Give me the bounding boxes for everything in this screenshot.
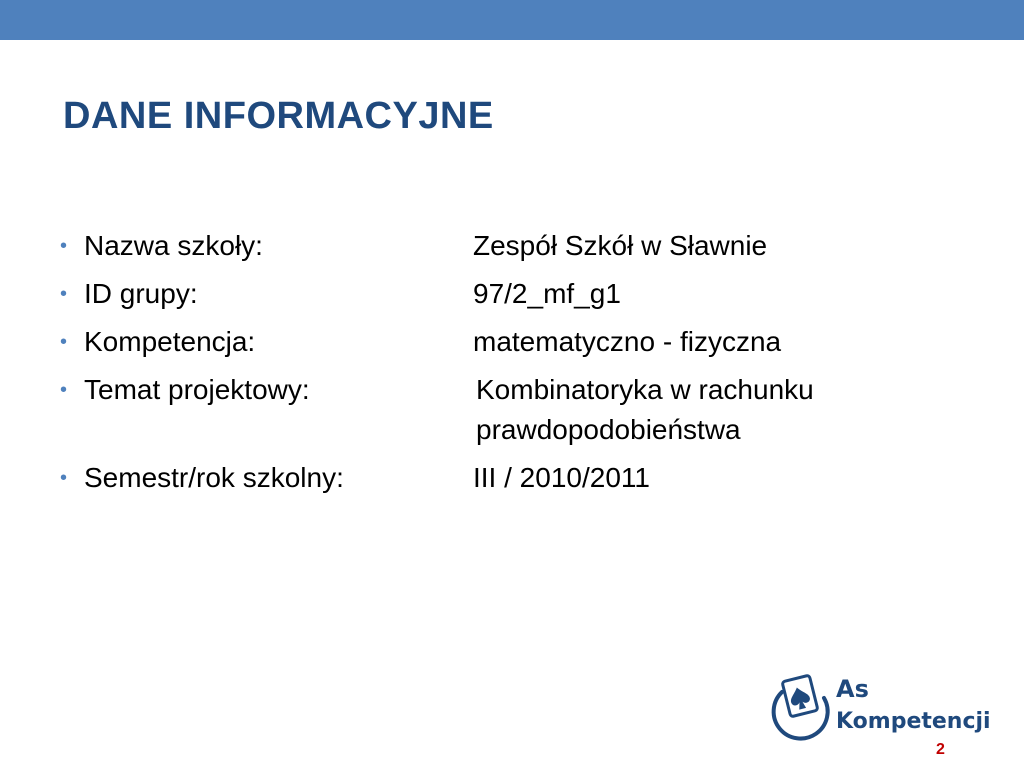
page-number: 2 (936, 741, 945, 758)
bullet-icon: • (60, 283, 68, 305)
logo-line-kompetencji: Kompetencji (836, 709, 991, 734)
info-label: Semestr/rok szkolny: (84, 462, 344, 493)
info-value: Kombinatoryka w rachunku prawdopodobieństwa (476, 374, 814, 445)
info-row-competence (60, 318, 960, 366)
as-kompetencji-logo (768, 672, 998, 744)
logo-text (836, 672, 991, 738)
info-label: ID grupy: (84, 278, 198, 309)
bullet-icon: • (60, 467, 68, 489)
info-row-project-topic (60, 366, 960, 454)
bullet-icon: • (60, 235, 68, 257)
info-row-semester (60, 454, 960, 502)
info-value: 97/2_mf_g1 (473, 278, 621, 309)
bullet-icon: • (60, 331, 68, 353)
info-value: III / 2010/2011 (473, 462, 650, 493)
card-spade-circle-icon (768, 672, 832, 744)
info-label: Nazwa szkoły: (84, 230, 263, 261)
info-row-school (60, 222, 960, 270)
bullet-icon: • (60, 379, 68, 401)
info-list (60, 222, 960, 502)
info-label: Kompetencja: (84, 326, 256, 357)
info-row-group-id (60, 270, 960, 318)
logo-line-as: As (836, 675, 869, 703)
info-value: Zespół Szkół w Sławnie (473, 230, 768, 261)
top-band (0, 0, 1024, 40)
info-value: matematyczno - fizyczna (473, 326, 782, 357)
info-label: Temat projektowy: (84, 374, 310, 405)
slide-title: DANE INFORMACYJNE (63, 95, 494, 137)
